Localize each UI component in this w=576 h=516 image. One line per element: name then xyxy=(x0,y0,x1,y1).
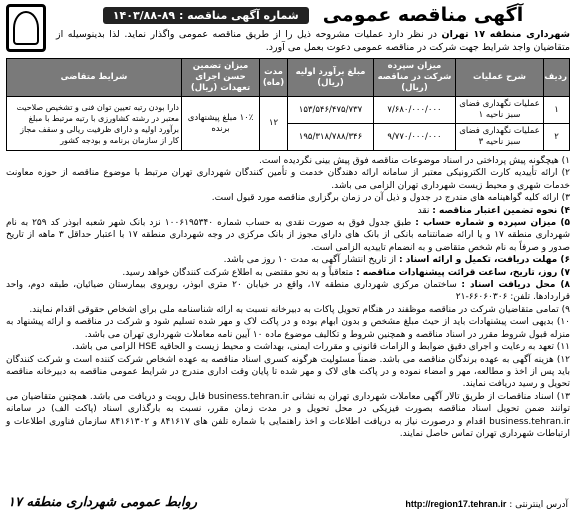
cell-duration: ۱۲ xyxy=(260,97,288,151)
th-deposit: میزان سپرده شرکت در مناقصه (ریال) xyxy=(374,59,456,97)
notice-title: آگهی مناقصه عمومی xyxy=(322,4,524,26)
list-item: ۲) ارائه تأییدیه کارت الکترونیکی معتبر از سامانه ارائه دهندگان خدمت و تأمین کنندگان شهرداری تهران مرتبط با موضوع مناقصه از حوزه معاونت خدمات شهری و محیط زیست شهرداری تهران الزامی می باشد. xyxy=(6,168,570,191)
cell-description: عملیات نگهداری فضای سبز ناحیه ۱ xyxy=(456,97,544,124)
cell-row-no: ۲ xyxy=(544,124,570,151)
address-label: آدرس اینترنتی : xyxy=(509,500,568,510)
table-row xyxy=(7,97,570,124)
intro-text: در نظر دارد عملیات مشروحه ذیل را از طریق مناقصه عمومی واگذار نماید. لذا بدینوسیله از متقاضیان واجد شرایط جهت شرکت در مناقصه عمومی دعوت بعمل می آورد. xyxy=(56,29,570,53)
list-item: ۱) هیچگونه پیش پرداختی در اسناد موضوعات مناقصه فوق پیش بینی نگردیده است. xyxy=(259,156,570,166)
tehran-municipality-logo xyxy=(6,4,46,52)
notice-footer xyxy=(8,490,568,510)
cell-deposit: ۷/۶۸۰/۰۰۰/۰۰۰ xyxy=(374,97,456,124)
emblem-icon xyxy=(13,11,39,45)
cell-guarantee: ۱۰٪ مبلغ پیشنهادی برنده xyxy=(182,97,260,151)
list-item: ۱۳) اسناد مناقصات از طریق تالار آگهی معاملات شهرداری تهران به نشانی business.tehran.ir قابل رویت و دریافت می باشد. همچنین متقاضیان می توانند ضمن تحویل اسناد مناقصه بصورت فیزیکی در محل تحویل و در مدت زمان مقرر، نسبت به بارگذاری اسناد (پاکت الف) در سامانه business.tehran.ir اقدام و درصورت نیاز به دریافت اطلاعات و اخذ راهنمایی با شماره تلفن های ۸۴۱۶۱۷ و ۸۴۱۶۱۳۰۲ سازمان فناوری اطلاعات و ارتباطات شهرداری تهران تماس حاصل نمایند. xyxy=(6,391,570,439)
intro-org: شهرداری منطقه ۱۷ تهران xyxy=(441,29,571,40)
th-duration: مدت (ماه) xyxy=(260,59,288,97)
notice-items xyxy=(6,155,570,440)
cell-estimate: ۱۵۳/۵۴۶/۴۷۵/۷۳۷ xyxy=(288,97,374,124)
cell-description: عملیات نگهداری فضای سبز ناحیه ۳ xyxy=(456,124,544,151)
th-row-no: ردیف xyxy=(544,59,570,97)
tender-table xyxy=(6,58,570,151)
th-conditions: شرایط متقاضی xyxy=(7,59,182,97)
cell-deposit: ۹/۷۷۰/۰۰۰/۰۰۰ xyxy=(374,124,456,151)
public-relations-signature: روابط عمومی شهرداری منطقه ۱۷ xyxy=(8,495,197,510)
list-item: ۵) میزان سپرده و شماره حساب : طبق جدول فوق به صورت نقدی به حساب شماره ۱۰۰۶۱۹۵۳۴۰ نزد بانک شهر شعبه ابوذر کد ۲۵۹ به نام شهرداری منطقه ۱۷ و یا ارائه ضمانتنامه بانکی از بانک های دارای مجوز از بانک مرکزی در وجه شهرداری منطقه ۱۷ با اعتبار حداقل ۳ ماهه از تاریخ صدور و صرفاً به نام شخص متقاضی و به انضمام تاییدیه الزامی است. xyxy=(6,218,570,253)
list-item: ۱۲) هزینه آگهی به عهده برندگان مناقصه می باشد. ضمناً مسئولیت هرگونه کسری اسناد مناقصه به عهده اشخاص شرکت کننده است و شرکت کنندگان باید پس از اخذ و مطالعه، مهر و امضاء نموده و در پاکت های لاک و مهر شده تا پایان وقت اداری مندرج در شرایط عمومی مناقصه به دبیرخانه مناقصه تحویل و رسید دریافت نمایند. xyxy=(6,354,570,390)
website-address xyxy=(405,499,568,510)
list-item: ۷) روز، تاریخ، ساعت قرائت پیشنهادات مناقصه : متعاقباً و به نحو مقتضی به اطلاع شرکت کنندگان خواهد رسید. xyxy=(122,267,570,278)
list-item: ۴) نحوه تضمین اعتبار مناقصه : نقد xyxy=(417,205,570,216)
list-item: ۹) تمامی متقاضیان شرکت در مناقصه موظفند در هنگام تحویل پاکات به دبیرخانه نسبت به ارائه شناسنامه ملی برای اشخاص حقوقی اقدام نمایند. xyxy=(29,304,570,315)
notice-header xyxy=(56,4,570,26)
table-header-row xyxy=(7,59,570,97)
list-item: ۳) ارائه کلیه گواهینامه های مندرج در جدول و ذیل آن در زمان برگزاری مناقصه مورد قبول است. xyxy=(211,193,570,204)
cell-conditions: دارا بودن رتبه تعیین توان فنی و تشخیص صلاحیت معتبر در رشته کشاورزی با رتبه مرتبط با مبلغ برآورد اولیه و دارای ظرفیت ریالی و سقف مجاز کار از سازمان برنامه و بودجه کشور xyxy=(7,97,182,151)
list-item: ۸) محل دریافت اسناد : ساختمان مرکزی شهرداری منطقه ۱۷، واقع در خیابان ۲۰ متری ابوذر، روبروی بیمارستان ضیائیان، طبقه دوم، واحد قراردادها. تلفن: ۶۶۰۶۰۳۰۶-۲۱ xyxy=(6,280,570,303)
th-description: شرح عملیات xyxy=(456,59,544,97)
address-url[interactable]: http://region17.tehran.ir xyxy=(405,499,507,509)
intro-paragraph xyxy=(56,28,570,54)
list-item: ۱۱) تعهد به رعایت و اجرای دقیق ضوابط و الزامات قانونی و مقررات ایمنی، بهداشت و محیط زیست و الحاقیه HSE الزامی می باشد. xyxy=(72,342,570,353)
list-item: ۶) مهلت دریافت، تکمیل و ارائه اسناد : از تاریخ انتشار آگهی به مدت ۱۰ روز می باشد. xyxy=(223,255,570,266)
notice-number-badge: شماره آگهی مناقصه : ۸۹-۱۴۰۳/۸۸ xyxy=(103,7,309,24)
cell-estimate: ۱۹۵/۳۱۸/۷۸۸/۳۴۶ xyxy=(288,124,374,151)
list-item: ۱۰) بدیهی است پیشنهادات باید از حیث مبلغ مشخص و بدون ابهام بوده و در پاکت لاک و مهر شده تسلیم شود و شرکت در مناقصه و ارائه پیشنهاد به منزله قبول شروط مقرر در اسناد مناقصه و همچنین شروط و تکالیف موضوع ماده ۱۰ آیین نامه معاملات شهرداری تهران می باشد. xyxy=(6,317,570,340)
th-guarantee: میزان تضمین حسن اجرای تعهدات (ریال) xyxy=(182,59,260,97)
th-estimate: مبلغ برآورد اولیه (ریال) xyxy=(288,59,374,97)
cell-row-no: ۱ xyxy=(544,97,570,124)
